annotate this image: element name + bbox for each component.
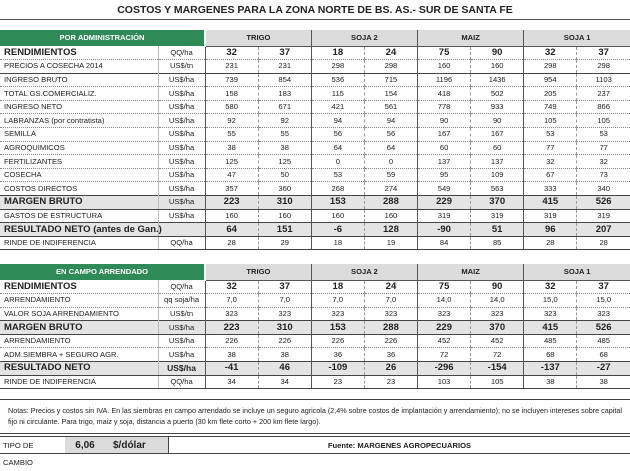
crop-header-soja1: SOJA 1 — [524, 30, 630, 46]
row-unit: US$/ha — [158, 196, 205, 210]
value-cell: 866 — [577, 100, 630, 114]
value-cell: 1103 — [577, 73, 630, 87]
row-label: TOTAL GS.COMERCIALIZ. — [0, 87, 158, 101]
row-label: RENDIMIENTOS — [0, 46, 158, 60]
value-cell: 94 — [364, 114, 417, 128]
table-row — [0, 141, 630, 155]
value-cell: 38 — [258, 141, 311, 155]
row-unit: QQ/ha — [158, 236, 205, 250]
value-cell: 90 — [471, 280, 524, 294]
value-cell: 15,0 — [524, 294, 577, 308]
value-cell: 333 — [524, 182, 577, 196]
section-header-arrendado: EN CAMPO ARRENDADO — [0, 264, 205, 280]
value-cell: 68 — [577, 348, 630, 362]
value-cell: 92 — [205, 114, 258, 128]
row-label: FERTILIZANTES — [0, 155, 158, 169]
value-cell: 323 — [418, 307, 471, 321]
row-unit: US$/ha — [158, 321, 205, 335]
value-cell: 274 — [364, 182, 417, 196]
value-cell: 323 — [524, 307, 577, 321]
value-cell: 32 — [524, 280, 577, 294]
value-cell: 109 — [471, 168, 524, 182]
row-label: INGRESO NETO — [0, 100, 158, 114]
row-unit: QQ/ha — [158, 375, 205, 389]
crop-header-maiz: MAIZ — [418, 30, 524, 46]
value-cell: 75 — [418, 46, 471, 60]
value-cell: 418 — [418, 87, 471, 101]
row-label: COSECHA — [0, 168, 158, 182]
value-cell: 37 — [577, 46, 630, 60]
value-cell: 55 — [205, 128, 258, 142]
value-cell: 298 — [311, 60, 364, 74]
value-cell: 32 — [577, 155, 630, 169]
value-cell: 28 — [524, 236, 577, 250]
value-cell: 153 — [311, 321, 364, 335]
value-cell: 167 — [471, 128, 524, 142]
row-label: SEMILLA — [0, 128, 158, 142]
value-cell: 115 — [311, 87, 364, 101]
value-cell: 0 — [311, 155, 364, 169]
value-cell: 226 — [311, 334, 364, 348]
value-cell: 37 — [577, 280, 630, 294]
value-cell: 90 — [418, 114, 471, 128]
table-row — [0, 196, 630, 210]
value-cell: 36 — [311, 348, 364, 362]
value-cell: 323 — [364, 307, 417, 321]
value-cell: 323 — [311, 307, 364, 321]
row-unit: US$/ha — [158, 168, 205, 182]
value-cell: 14,0 — [471, 294, 524, 308]
table-row — [0, 209, 630, 223]
row-label: COSTOS DIRECTOS — [0, 182, 158, 196]
value-cell: 56 — [364, 128, 417, 142]
value-cell: 563 — [471, 182, 524, 196]
value-cell: 105 — [524, 114, 577, 128]
row-label: RENDIMIENTOS — [0, 280, 158, 294]
value-cell: 46 — [258, 362, 311, 376]
footer-bar — [0, 436, 630, 467]
crop-header-soja1: SOJA 1 — [524, 264, 630, 280]
value-cell: 526 — [577, 321, 630, 335]
row-label: ADM.SIEMBRA + SEGURO AGR. — [0, 348, 158, 362]
value-cell: 237 — [577, 87, 630, 101]
row-label: MARGEN BRUTO — [0, 196, 158, 210]
row-unit: US$/ha — [158, 348, 205, 362]
value-cell: 288 — [364, 321, 417, 335]
table-row — [0, 375, 630, 389]
row-unit: US$/ha — [158, 87, 205, 101]
exchange-rate-value: 6,06 — [65, 437, 105, 453]
crop-header-trigo: TRIGO — [205, 264, 311, 280]
value-cell: 549 — [418, 182, 471, 196]
table-row — [0, 348, 630, 362]
row-label: LABRANZAS (por contratista) — [0, 114, 158, 128]
value-cell: 28 — [205, 236, 258, 250]
table-arrendado — [0, 264, 630, 389]
value-cell: 38 — [205, 141, 258, 155]
value-cell: 323 — [258, 307, 311, 321]
table-row — [0, 114, 630, 128]
value-cell: 561 — [364, 100, 417, 114]
value-cell: 223 — [205, 321, 258, 335]
value-cell: 24 — [364, 46, 417, 60]
row-unit: QQ/ha — [158, 280, 205, 294]
value-cell: 319 — [577, 209, 630, 223]
row-unit: US$/tn — [158, 60, 205, 74]
table-row — [0, 87, 630, 101]
value-cell: -154 — [471, 362, 524, 376]
row-label: ARRENDAMIENTO — [0, 334, 158, 348]
value-cell: 207 — [577, 223, 630, 237]
value-cell: 536 — [311, 73, 364, 87]
value-cell: 421 — [311, 100, 364, 114]
value-cell: 7,0 — [258, 294, 311, 308]
value-cell: 15,0 — [577, 294, 630, 308]
value-cell: 671 — [258, 100, 311, 114]
value-cell: 526 — [577, 196, 630, 210]
value-cell: 415 — [524, 321, 577, 335]
value-cell: 24 — [364, 280, 417, 294]
value-cell: 739 — [205, 73, 258, 87]
value-cell: 1196 — [418, 73, 471, 87]
value-cell: 18 — [311, 236, 364, 250]
value-cell: 229 — [418, 196, 471, 210]
value-cell: 323 — [577, 307, 630, 321]
value-cell: 223 — [205, 196, 258, 210]
value-cell: 323 — [471, 307, 524, 321]
row-unit: US$/ha — [158, 114, 205, 128]
value-cell: 50 — [258, 168, 311, 182]
row-unit: US$/ha — [158, 209, 205, 223]
value-cell: 0 — [364, 155, 417, 169]
value-cell: 319 — [418, 209, 471, 223]
crop-header-soja2: SOJA 2 — [311, 30, 417, 46]
row-label: PRECIOS A COSECHA 2014 — [0, 60, 158, 74]
value-cell: 370 — [471, 321, 524, 335]
exchange-rate-unit: $/dólar — [105, 437, 168, 453]
value-cell: 105 — [577, 114, 630, 128]
table-row — [0, 182, 630, 196]
row-label: MARGEN BRUTO — [0, 321, 158, 335]
value-cell: 340 — [577, 182, 630, 196]
table-row — [0, 223, 630, 237]
value-cell: 137 — [418, 155, 471, 169]
value-cell: 23 — [364, 375, 417, 389]
row-label: GASTOS DE ESTRUCTURA — [0, 209, 158, 223]
value-cell: 415 — [524, 196, 577, 210]
value-cell: 18 — [311, 46, 364, 60]
value-cell: 19 — [364, 236, 417, 250]
value-cell: 37 — [258, 280, 311, 294]
value-cell: 160 — [311, 209, 364, 223]
row-unit: US$/ha — [158, 334, 205, 348]
row-unit: US$/ha — [158, 100, 205, 114]
table-row — [0, 307, 630, 321]
value-cell: 205 — [524, 87, 577, 101]
value-cell: 32 — [205, 280, 258, 294]
value-cell: 154 — [364, 87, 417, 101]
row-unit: QQ/ha — [158, 46, 205, 60]
row-unit: US$/ha — [158, 128, 205, 142]
value-cell: 452 — [418, 334, 471, 348]
value-cell: 38 — [205, 348, 258, 362]
value-cell: 749 — [524, 100, 577, 114]
value-cell: 1436 — [471, 73, 524, 87]
source-credit: Fuente: MARGENES AGROPECUARIOS — [168, 437, 630, 453]
value-cell: 310 — [258, 196, 311, 210]
row-label: RESULTADO NETO (antes de Gan.) — [0, 223, 158, 237]
value-cell: 64 — [205, 223, 258, 237]
value-cell: 14,0 — [418, 294, 471, 308]
value-cell: 158 — [205, 87, 258, 101]
crop-header-maiz: MAIZ — [418, 264, 524, 280]
value-cell: 160 — [471, 60, 524, 74]
row-unit: US$/tn — [158, 307, 205, 321]
value-cell: 77 — [577, 141, 630, 155]
exchange-rate-label: TIPO DE CAMBIO — [3, 441, 34, 467]
value-cell: 75 — [418, 280, 471, 294]
value-cell: -109 — [311, 362, 364, 376]
crop-header-trigo: TRIGO — [205, 30, 311, 46]
table-row — [0, 280, 630, 294]
table-row — [0, 46, 630, 60]
value-cell: 55 — [258, 128, 311, 142]
value-cell: 53 — [524, 128, 577, 142]
row-unit: US$/ha — [158, 182, 205, 196]
value-cell: 231 — [258, 60, 311, 74]
value-cell: -41 — [205, 362, 258, 376]
row-label: AGROQUIMICOS — [0, 141, 158, 155]
value-cell: 29 — [258, 236, 311, 250]
value-cell: 125 — [205, 155, 258, 169]
crop-header-soja2: SOJA 2 — [311, 264, 417, 280]
value-cell: 452 — [471, 334, 524, 348]
page-title: COSTOS Y MARGENES PARA LA ZONA NORTE DE BS. AS.- SUR DE SANTA FE — [0, 0, 630, 20]
value-cell: 60 — [418, 141, 471, 155]
value-cell: 310 — [258, 321, 311, 335]
value-cell: 226 — [364, 334, 417, 348]
value-cell: 854 — [258, 73, 311, 87]
value-cell: 167 — [418, 128, 471, 142]
value-cell: 26 — [364, 362, 417, 376]
value-cell: 77 — [524, 141, 577, 155]
value-cell: 357 — [205, 182, 258, 196]
value-cell: 153 — [311, 196, 364, 210]
value-cell: 38 — [258, 348, 311, 362]
row-label: VALOR SOJA ARRENDAMIENTO — [0, 307, 158, 321]
value-cell: 28 — [577, 236, 630, 250]
value-cell: 95 — [418, 168, 471, 182]
value-cell: 778 — [418, 100, 471, 114]
value-cell: 92 — [258, 114, 311, 128]
value-cell: 51 — [471, 223, 524, 237]
row-label: INGRESO BRUTO — [0, 73, 158, 87]
row-unit: US$/ha — [158, 73, 205, 87]
value-cell: 319 — [524, 209, 577, 223]
value-cell: 103 — [418, 375, 471, 389]
table-row — [0, 362, 630, 376]
value-cell: 160 — [364, 209, 417, 223]
value-cell: 37 — [258, 46, 311, 60]
value-cell: 67 — [524, 168, 577, 182]
value-cell: 34 — [258, 375, 311, 389]
value-cell: 68 — [524, 348, 577, 362]
value-cell: 64 — [364, 141, 417, 155]
value-cell: 319 — [471, 209, 524, 223]
value-cell: -27 — [577, 362, 630, 376]
table-row — [0, 128, 630, 142]
value-cell: 72 — [471, 348, 524, 362]
value-cell: 64 — [311, 141, 364, 155]
table-row — [0, 321, 630, 335]
row-label: RINDE DE INDIFERENCIA — [0, 375, 158, 389]
value-cell: 32 — [524, 155, 577, 169]
value-cell: 137 — [471, 155, 524, 169]
value-cell: 502 — [471, 87, 524, 101]
value-cell: 47 — [205, 168, 258, 182]
value-cell: 226 — [258, 334, 311, 348]
value-cell: 90 — [471, 114, 524, 128]
row-label: RINDE DE INDIFERENCIA — [0, 236, 158, 250]
value-cell: 53 — [577, 128, 630, 142]
value-cell: 84 — [418, 236, 471, 250]
value-cell: -137 — [524, 362, 577, 376]
value-cell: 151 — [258, 223, 311, 237]
value-cell: 288 — [364, 196, 417, 210]
table-row — [0, 168, 630, 182]
value-cell: 160 — [418, 60, 471, 74]
table-row — [0, 100, 630, 114]
value-cell: 85 — [471, 236, 524, 250]
value-cell: 94 — [311, 114, 364, 128]
value-cell: 226 — [205, 334, 258, 348]
value-cell: 485 — [524, 334, 577, 348]
value-cell: 34 — [205, 375, 258, 389]
value-cell: 73 — [577, 168, 630, 182]
row-label: ARRENDAMIENTO — [0, 294, 158, 308]
value-cell: 715 — [364, 73, 417, 87]
value-cell: 60 — [471, 141, 524, 155]
value-cell: -90 — [418, 223, 471, 237]
value-cell: 7,0 — [364, 294, 417, 308]
value-cell: 38 — [524, 375, 577, 389]
value-cell: 298 — [577, 60, 630, 74]
value-cell: 183 — [258, 87, 311, 101]
value-cell: 23 — [311, 375, 364, 389]
value-cell: 160 — [205, 209, 258, 223]
value-cell: 268 — [311, 182, 364, 196]
value-cell: 7,0 — [311, 294, 364, 308]
value-cell: -296 — [418, 362, 471, 376]
table-row — [0, 155, 630, 169]
value-cell: 229 — [418, 321, 471, 335]
value-cell: 933 — [471, 100, 524, 114]
value-cell: 90 — [471, 46, 524, 60]
row-label: RESULTADO NETO — [0, 362, 158, 376]
value-cell: 32 — [205, 46, 258, 60]
table-row — [0, 73, 630, 87]
value-cell: 72 — [418, 348, 471, 362]
value-cell: 360 — [258, 182, 311, 196]
value-cell: -6 — [311, 223, 364, 237]
value-cell: 7,0 — [205, 294, 258, 308]
value-cell: 125 — [258, 155, 311, 169]
value-cell: 580 — [205, 100, 258, 114]
value-cell: 53 — [311, 168, 364, 182]
value-cell: 231 — [205, 60, 258, 74]
table-row — [0, 236, 630, 250]
value-cell: 59 — [364, 168, 417, 182]
value-cell: 323 — [205, 307, 258, 321]
row-unit: US$/ha — [158, 155, 205, 169]
value-cell: 38 — [577, 375, 630, 389]
value-cell: 160 — [258, 209, 311, 223]
row-unit: US$/ha — [158, 141, 205, 155]
value-cell: 32 — [524, 46, 577, 60]
notes-text: Notas: Precios y costos sin IVA. En las siembras en campo arrendado se incluye un seguro agricola (2,4% sobre costos de implantación y arrendamiento); no se incluyen intereses sobre capital fijo ni circulante. Para trigo, maiz y soja, distancia a puerto (30 km flete corto + 200 km flete largo). — [0, 399, 630, 434]
value-cell: 56 — [311, 128, 364, 142]
table-row — [0, 294, 630, 308]
row-unit: US$/ha — [158, 362, 205, 376]
value-cell: 954 — [524, 73, 577, 87]
table-row — [0, 60, 630, 74]
value-cell: 128 — [364, 223, 417, 237]
table-administracion — [0, 30, 630, 250]
value-cell: 298 — [524, 60, 577, 74]
row-unit: qq soja/ha — [158, 294, 205, 308]
value-cell: 298 — [364, 60, 417, 74]
table-row — [0, 334, 630, 348]
value-cell: 18 — [311, 280, 364, 294]
section-header-administracion: POR ADMINISTRACIÓN — [0, 30, 205, 46]
value-cell: 105 — [471, 375, 524, 389]
row-unit — [158, 223, 205, 237]
value-cell: 485 — [577, 334, 630, 348]
value-cell: 36 — [364, 348, 417, 362]
value-cell: 370 — [471, 196, 524, 210]
value-cell: 96 — [524, 223, 577, 237]
